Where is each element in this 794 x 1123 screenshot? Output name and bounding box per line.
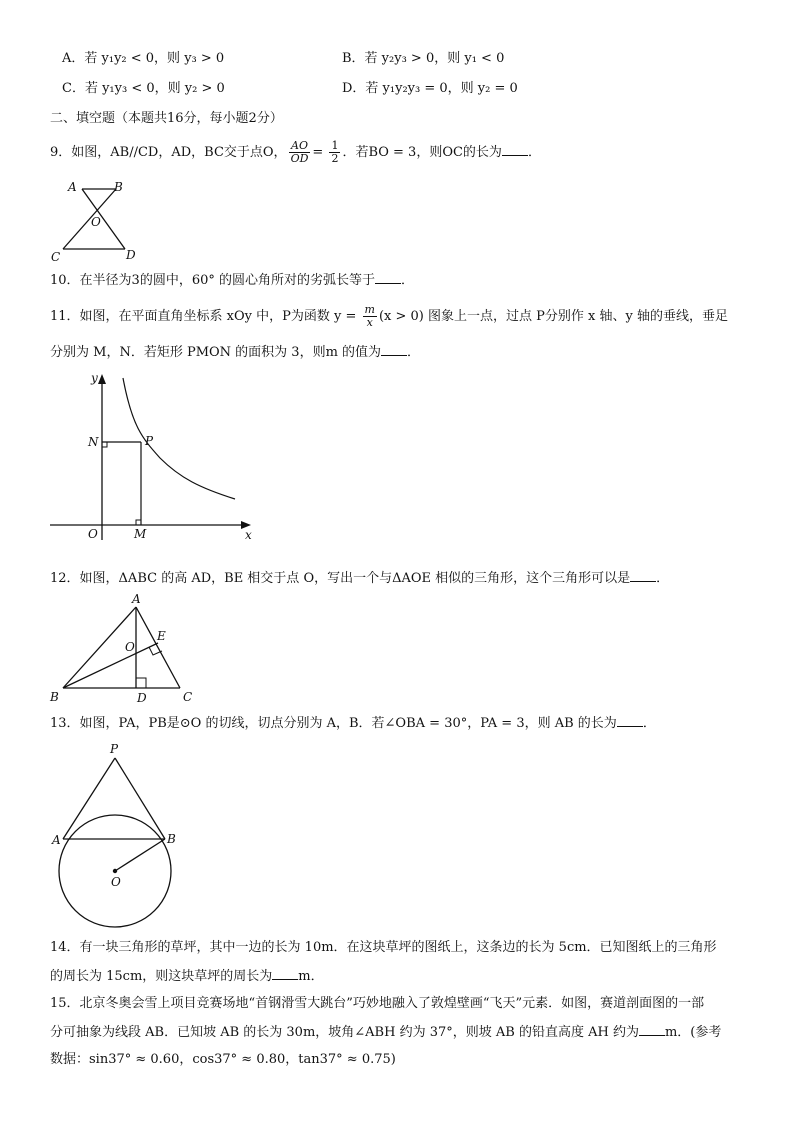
question-14-line2: 的周长为 15cm，则这块草坪的周长为 m． <box>50 969 324 984</box>
y-axis-arrow <box>98 374 106 384</box>
center-dot <box>113 869 117 873</box>
label-a: A <box>52 833 61 847</box>
altitude-be <box>63 643 158 688</box>
label-a: A <box>68 180 77 194</box>
answer-blank[interactable] <box>639 1023 665 1036</box>
segment-ad <box>82 189 125 249</box>
option-a: A．若 y₁y₂ < 0，则 y₃ > 0 <box>62 51 225 66</box>
label-o: O <box>111 875 121 889</box>
question-15-line3: 数据：sin37° ≈ 0.60，cos37° ≈ 0.80，tan37° ≈ 0.75) <box>50 1052 396 1067</box>
option-c: C．若 y₁y₃ < 0，则 y₂ > 0 <box>62 81 225 96</box>
answer-blank[interactable] <box>617 714 643 727</box>
right-angle-m <box>136 520 141 525</box>
option-d: D．若 y₁y₂y₃ = 0，则 y₂ = 0 <box>342 81 518 96</box>
label-c: C <box>51 250 61 264</box>
label-e: E <box>157 629 166 643</box>
figure-q11 <box>50 366 270 546</box>
section-heading: 二、填空题（本题共16分，每小题2分） <box>50 111 283 126</box>
figure-q13 <box>45 738 185 933</box>
answer-blank[interactable] <box>272 967 298 980</box>
q9-prefix: 9．如图，AB//CD，AD，BC交于点O， <box>50 145 287 160</box>
label-b: B <box>167 832 176 846</box>
label-x: x <box>245 528 252 542</box>
radius-ob <box>115 839 165 871</box>
segment-ac <box>136 607 180 688</box>
q9-half: $\frac{1}{2}$ <box>331 139 339 165</box>
label-y: y <box>91 371 98 385</box>
label-a: A <box>132 592 141 606</box>
question-11-line1: 11．如图，在平面直角坐标系 xOy 中，P为函数 y = $\frac{m}{x}$ (x > 0) 图象上一点，过点 P分别作 x 轴、y 轴的垂线，垂足 <box>50 303 728 329</box>
label-b: B <box>114 180 123 194</box>
label-c: C <box>183 690 193 704</box>
answer-blank[interactable] <box>375 271 401 284</box>
segment-bc <box>63 189 116 249</box>
question-14-line1: 14．有一块三角形的草坪，其中一边的长为 10m．在这块草坪的图纸上，这条边的长为 5cm．已知图纸上的三角形 <box>50 940 717 955</box>
label-b: B <box>50 690 59 704</box>
question-12: 12．如图，ΔABC 的高 AD，BE 相交于点 O，写出一个与ΔAOE 相似的三角形，这个三角形可以是 ． <box>50 571 670 586</box>
label-o: O <box>91 215 101 229</box>
tangent-pa <box>63 758 115 839</box>
label-d: D <box>126 248 136 262</box>
question-15-line2: 分可抽象为线段 AB．已知坡 AB 的长为 30m，坡角∠ABH 约为 37°，则坡 AB 的铅直高度 AH 约为 m．(参考 <box>50 1025 722 1040</box>
option-b: B．若 y₂y₃ > 0，则 y₁ < 0 <box>342 51 505 66</box>
label-p: P <box>145 434 154 448</box>
answer-blank[interactable] <box>630 569 656 582</box>
label-d: D <box>137 691 147 705</box>
question-15-line1: 15．北京冬奥会雪上项目竞赛场地“首钢滑雪大跳台”巧妙地融入了敦煌壁画“飞天”元素．如图，赛道剖面图的一部 <box>50 996 705 1011</box>
label-o: O <box>88 527 98 541</box>
q9-suffix: ．若BO = 3，则OC的长为 <box>342 145 502 160</box>
question-10: 10．在半径为3的圆中，60° 的圆心角所对的劣弧长等于 ． <box>50 273 415 288</box>
label-p: P <box>110 742 119 756</box>
question-13: 13．如图，PA，PB是⊙O 的切线，切点分别为 A，B．若∠OBA = 30°，PA = 3，则 AB 的长为 ． <box>50 716 656 731</box>
figure-q9 <box>50 175 150 265</box>
answer-blank[interactable] <box>381 343 407 356</box>
answer-blank[interactable] <box>502 143 528 156</box>
hyperbola-curve <box>123 378 235 499</box>
question-11-line2: 分别为 M，N．若矩形 PMON 的面积为 3，则m 的值为 ． <box>50 345 421 360</box>
tangent-pb <box>115 758 165 839</box>
label-m: M <box>134 527 147 541</box>
q11-fraction: $\frac{m}{x}$ <box>364 303 375 329</box>
right-angle-n <box>102 442 107 447</box>
label-o: O <box>125 640 135 654</box>
q9-fraction: $\frac{AO}{OD}$ <box>290 139 309 165</box>
question-9: 9．如图，AB//CD，AD，BC交于点O， $\frac{AO}{OD}$ = $\frac{1}{2}$ ．若BO = 3，则OC的长为 ． <box>50 139 541 165</box>
label-n: N <box>88 435 99 449</box>
figure-q12 <box>45 590 205 705</box>
right-angle-d <box>136 678 146 688</box>
